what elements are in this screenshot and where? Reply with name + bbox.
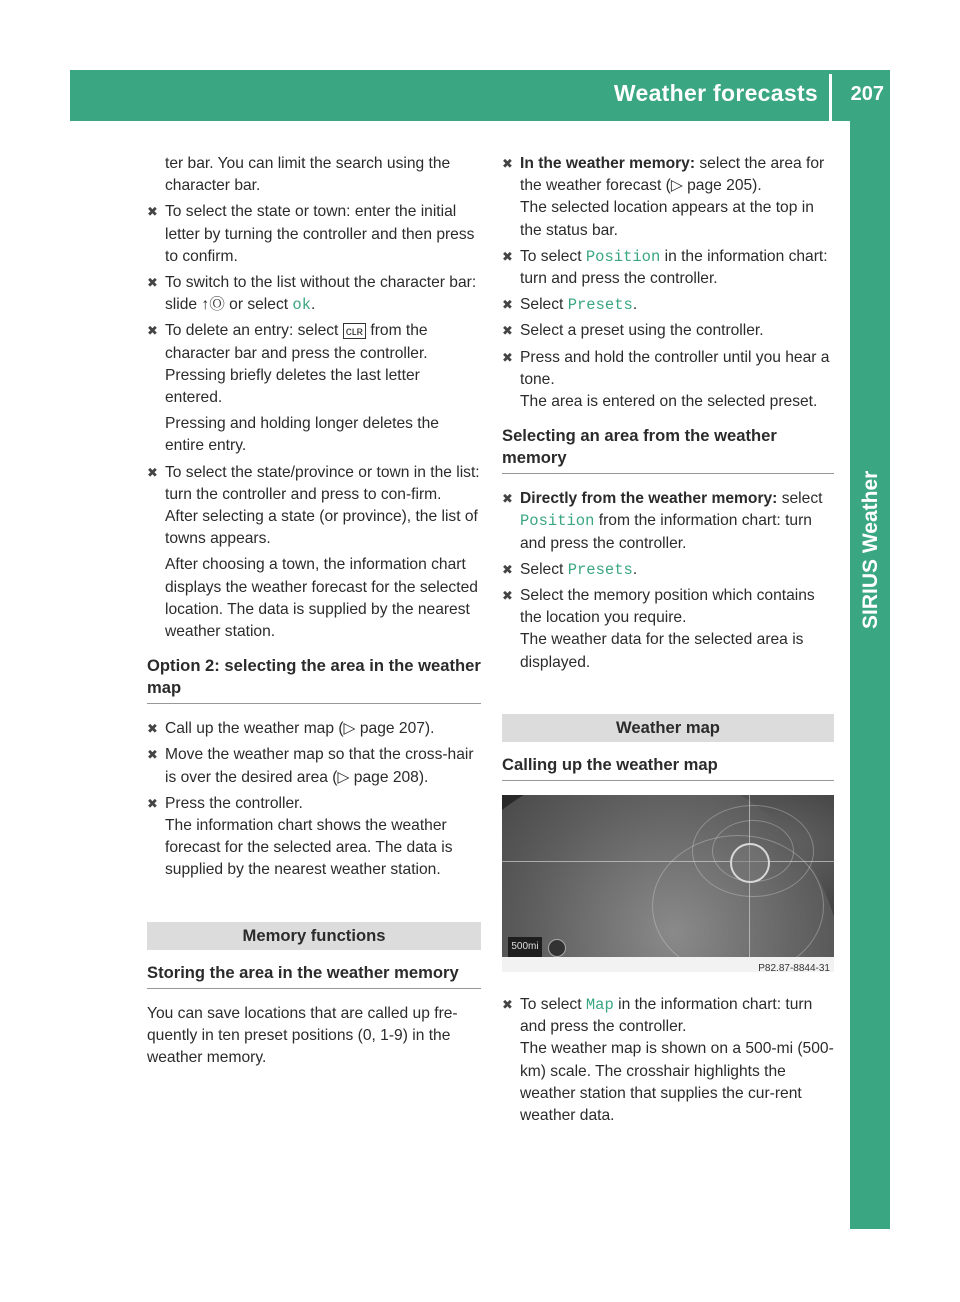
step-directly-memory: ✖︎ Directly from the weather memory: select Position from the information chart: turn and press the controller.: [502, 490, 823, 552]
crosshair-icon: [730, 843, 770, 883]
step-marker-icon: ✖︎: [502, 561, 513, 577]
step-delete-entry: ✖︎ To delete an entry: select ᴄʟʀ from the character bar and press the controller. Pressing briefly deletes the last letter entered. Pressing and holding longer deletes the entire entry.: [147, 320, 481, 457]
result-text: The selected location appears at the top in the status bar.: [520, 199, 814, 239]
position-softkey: Position: [520, 512, 595, 531]
option2-heading: Option 2: selecting the area in the weather map: [147, 655, 481, 704]
step-in-memory: ✖︎ In the weather memory: select the area for the weather forecast (▷ page 205). The selected location appears at the top in the status bar.: [502, 153, 834, 242]
result-text: The area is entered on the selected preset.: [520, 393, 818, 411]
step-marker-icon: ✖︎: [147, 747, 158, 763]
presets-softkey: Presets: [567, 560, 633, 579]
clr-icon: ᴄʟʀ: [343, 323, 366, 339]
result-text: The information chart shows the weather forecast for the selected area. The data is supplied by the nearest weather station.: [165, 817, 453, 879]
step-select-state: ✖︎ To select the state or town: enter the initial letter by turning the controller and then press to confirm.: [147, 203, 475, 265]
result-text: The weather map is shown on a 500-mi (500-km) scale. The crosshair highlights the weather station that supplies the cur-rent weather data.: [520, 1040, 834, 1125]
side-tab: [850, 1182, 890, 1229]
step-marker-icon: ✖︎: [502, 323, 513, 339]
step-marker-icon: ✖︎: [502, 156, 513, 171]
page-title: Weather forecasts: [613, 80, 818, 106]
step-select-position: ✖︎ To select Position in the information chart: turn and press the controller.: [502, 247, 828, 288]
photo-code: P82.87-8844-31: [758, 963, 830, 973]
crosshair-vertical: [749, 795, 750, 972]
step-marker-icon: ✖︎: [502, 997, 513, 1013]
step-press-hold: ✖︎ Press and hold the controller until you hear a tone. The area is entered on the selected preset.: [502, 347, 834, 414]
storing-heading: Storing the area in the weather memory: [147, 962, 481, 989]
page-number: 207: [850, 83, 884, 105]
result-text: Pressing and holding longer deletes the entire entry.: [165, 415, 439, 455]
step-select-map: ✖︎ To select Map in the information chart: turn and press the controller. The weather map is shown on a 500-mi (500-km) scale. The crosshair highlights the weather station that supplies the cur-rent weather data.: [502, 994, 834, 1127]
header-divider: [829, 74, 832, 121]
step-select-preset: ✖︎ Select a preset using the controller.: [502, 320, 834, 342]
weather-map-heading: Weather map: [502, 714, 834, 742]
step-press-controller: ✖︎ Press the controller. The information chart shows the weather forecast for the selected area. The data is supplied by the nearest weather station.: [147, 793, 481, 882]
step-marker-icon: ✖︎: [147, 204, 158, 220]
result-text: After choosing a town, the information chart displays the weather forecast for the selected location. The data is supplied by the nearest weather station.: [165, 556, 478, 641]
step-marker-icon: ✖︎: [502, 349, 513, 365]
intro-text: ter bar. You can limit the search using the character bar.: [165, 155, 451, 195]
controller-slide-icon: ↑Ⓞ: [201, 296, 225, 314]
calling-heading: Calling up the weather map: [502, 754, 834, 781]
ok-softkey: ok: [292, 296, 312, 315]
right-column: [502, 153, 834, 1131]
selecting-heading: Selecting an area from the weather memory: [502, 425, 834, 474]
storing-text: You can save locations that are called up fre-quently in ten preset positions (0, 1-9) in the weather memory.: [147, 1004, 458, 1067]
step-marker-icon: ✖︎: [147, 275, 158, 291]
position-softkey: Position: [585, 247, 661, 266]
step-move-map: ✖︎ Move the weather map so that the cross-hair is over the desired area (▷ page 208).: [147, 746, 474, 786]
result-text: Pressing briefly deletes the last letter entered.: [165, 366, 420, 407]
compass-icon: [548, 939, 566, 957]
map-scale: 500mi: [508, 937, 542, 957]
memory-functions-heading: Memory functions: [147, 922, 481, 950]
step-marker-icon: ✖︎: [502, 491, 513, 507]
step-switch-list: ✖︎ To switch to the list without the character bar: slide ↑Ⓞ or select ok.: [147, 274, 477, 315]
side-bar: [850, 121, 890, 1229]
step-select-presets-2: ✖︎ Select Presets.: [502, 559, 834, 581]
step-marker-icon: ✖︎: [147, 721, 158, 737]
result-text: The weather data for the selected area is displayed.: [520, 631, 804, 671]
step-marker-icon: ✖︎: [502, 248, 513, 264]
presets-softkey: Presets: [567, 296, 633, 315]
step-select-memory-position: ✖︎ Select the memory position which contains the location you require. The weather data for the selected area is displayed.: [502, 585, 834, 674]
left-column: [147, 153, 481, 1074]
step-call-map: ✖︎ Call up the weather map (▷ page 207).: [147, 718, 481, 740]
step-select-presets: ✖︎ Select Presets.: [502, 294, 834, 316]
section-label: SIRIUS Weather: [859, 470, 882, 630]
step-marker-icon: ✖︎: [147, 795, 158, 811]
map-softkey: Map: [585, 996, 614, 1015]
result-text: After selecting a state (or province), the list of towns appears.: [165, 508, 478, 548]
step-marker-icon: ✖︎: [147, 323, 158, 339]
step-marker-icon: ✖︎: [147, 464, 158, 480]
weather-map-photo: [502, 795, 834, 972]
step-select-province: ✖︎ To select the state/province or town in the list: turn the controller and press to con-firm. After selecting a state (or province), the list of towns appears. After choosing a town, the information chart displays the weather forecast for the selected location. The data is supplied by the nearest weather station.: [147, 462, 481, 644]
crosshair-horizontal: [502, 861, 834, 862]
step-marker-icon: ✖︎: [502, 588, 513, 604]
step-marker-icon: ✖︎: [502, 297, 513, 313]
header-bar: [70, 70, 890, 121]
